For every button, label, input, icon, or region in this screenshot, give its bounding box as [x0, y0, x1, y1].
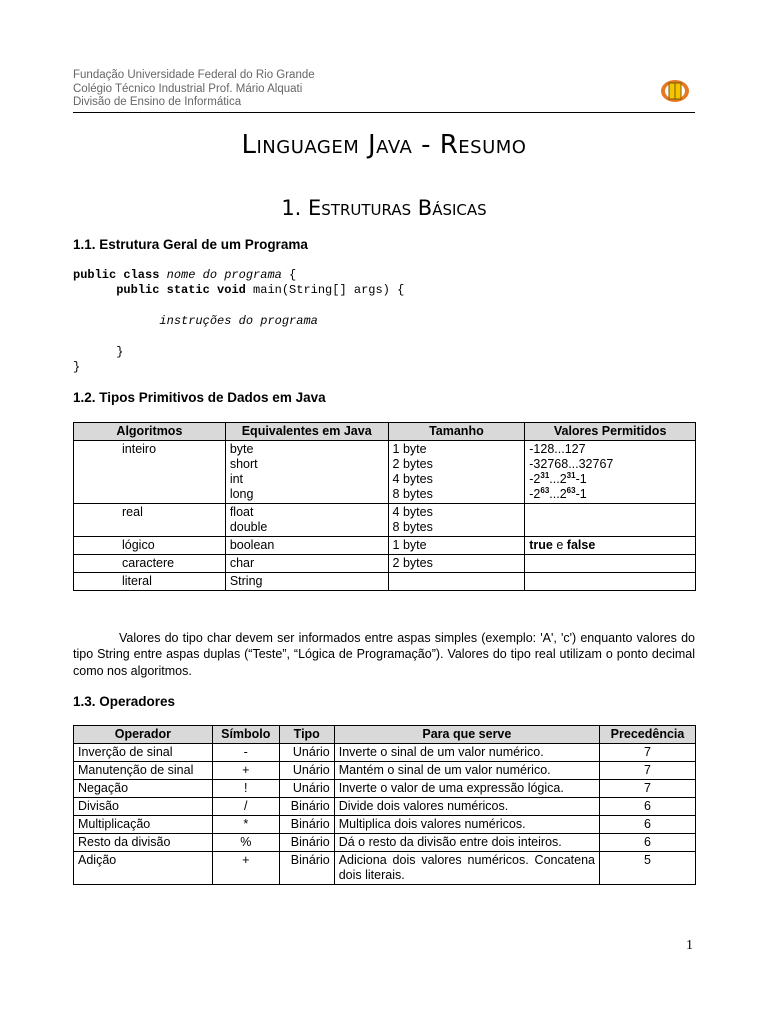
size-value: 4 bytes: [392, 472, 433, 486]
type-range: [525, 441, 696, 504]
type-algorithm: literal: [74, 573, 226, 591]
java-type: int: [229, 472, 244, 486]
column-header: Valores Permitidos: [525, 423, 696, 441]
subsection-1-3: 1.3. Operadores: [73, 694, 176, 709]
operator-precedence: 6: [600, 798, 696, 816]
operator-type: Unário: [279, 744, 334, 762]
column-header: Tamanho: [388, 423, 525, 441]
table-row: [74, 537, 696, 555]
operator-name: Manutenção de sinal: [74, 762, 213, 780]
code-brace: }: [73, 360, 81, 375]
operator-symbol: +: [212, 762, 279, 780]
type-java: [225, 504, 388, 537]
range-part: -1: [575, 487, 587, 501]
operator-symbol: -: [212, 744, 279, 762]
range-part: ...2: [549, 472, 567, 486]
type-size: [388, 573, 525, 591]
type-size: [388, 441, 525, 504]
operator-purpose: Mantém o sinal de um valor numérico.: [334, 762, 599, 780]
range-true: true: [529, 538, 553, 552]
range-false: false: [566, 538, 596, 552]
header-line-2: Colégio Técnico Industrial Prof. Mário Alquati: [73, 82, 303, 95]
range-value: -128...127: [529, 442, 586, 456]
code-program-name: nome do programa: [166, 268, 282, 282]
size-value: 2 bytes: [392, 457, 433, 471]
table-header-row: [74, 726, 696, 744]
operator-name: Adição: [74, 852, 213, 885]
operators-body: [74, 744, 696, 885]
code-block: [73, 268, 404, 376]
type-java: char: [225, 555, 388, 573]
table-row: [74, 555, 696, 573]
operator-type: Binário: [279, 816, 334, 834]
range-exp: 63: [566, 485, 576, 495]
operator-type: Binário: [279, 834, 334, 852]
column-header: Algoritmos: [74, 423, 226, 441]
type-algorithm: inteiro: [74, 441, 226, 504]
operator-precedence: 7: [600, 780, 696, 798]
java-type: double: [229, 520, 268, 534]
page-title: Linguagem Java - Resumo: [241, 130, 527, 160]
code-keyword: public static void: [116, 283, 246, 298]
type-size: 1 byte: [388, 537, 525, 555]
type-java: String: [225, 573, 388, 591]
range-exp: 31: [566, 470, 576, 480]
operator-symbol: /: [212, 798, 279, 816]
table-row: [74, 573, 696, 591]
type-size: [388, 504, 525, 537]
operator-precedence: 7: [600, 762, 696, 780]
operator-purpose: Adiciona dois valores numéricos. Concatena dois literais.: [334, 852, 599, 885]
body-paragraph: [73, 630, 695, 679]
java-type: float: [229, 505, 254, 519]
range-value: [529, 472, 691, 487]
column-header: Precedência: [600, 726, 696, 744]
operator-precedence: 5: [600, 852, 696, 885]
operator-purpose: Divide dois valores numéricos.: [334, 798, 599, 816]
type-algorithm: caractere: [74, 555, 226, 573]
paragraph-text: Valores do tipo char devem ser informados entre aspas simples (exemplo: 'A', 'c') enquanto valores do tipo String entre aspas duplas (“Teste”, “Lógica de Programação”). Valores do tipo real utilizam o ponto decimal como nos algoritmos.: [73, 631, 695, 678]
column-header: Equivalentes em Java: [225, 423, 388, 441]
subsection-1-1: 1.1. Estrutura Geral de um Programa: [73, 237, 308, 252]
operator-name: Multiplicação: [74, 816, 213, 834]
operator-symbol: +: [212, 852, 279, 885]
operator-type: Unário: [279, 762, 334, 780]
institution-logo-icon: [660, 78, 690, 104]
type-range: [525, 555, 696, 573]
range-and: e: [552, 538, 567, 552]
table-row: [74, 816, 696, 834]
table-row: [74, 744, 696, 762]
operator-type: Unário: [279, 780, 334, 798]
subsection-1-2: 1.2. Tipos Primitivos de Dados em Java: [73, 390, 326, 405]
range-exp: 63: [540, 485, 550, 495]
type-range: [525, 573, 696, 591]
operator-name: Divisão: [74, 798, 213, 816]
operator-purpose: Inverte o sinal de um valor numérico.: [334, 744, 599, 762]
header-line-3: Divisão de Ensino de Informática: [73, 96, 242, 108]
range-part: -2: [529, 487, 541, 501]
type-java: boolean: [225, 537, 388, 555]
code-keyword: public class: [73, 268, 167, 282]
type-java: [225, 441, 388, 504]
type-range: [525, 537, 696, 555]
range-part: -2: [529, 472, 541, 486]
column-header: Para que serve: [334, 726, 599, 744]
type-algorithm: lógico: [74, 537, 226, 555]
java-type: byte: [229, 442, 254, 456]
type-size: 2 bytes: [388, 555, 525, 573]
table-row: [74, 762, 696, 780]
operator-name: Negação: [74, 780, 213, 798]
page-number: 1: [686, 938, 693, 953]
table-header-row: [74, 423, 696, 441]
operator-name: Resto da divisão: [74, 834, 213, 852]
operators-table: [73, 725, 696, 885]
primitive-types-table: [73, 422, 696, 591]
java-type: short: [229, 457, 258, 471]
operator-symbol: !: [212, 780, 279, 798]
range-value: [529, 487, 691, 502]
code-instructions: instruções do programa: [159, 314, 318, 329]
column-header: Operador: [74, 726, 213, 744]
size-value: 1 byte: [392, 442, 427, 456]
operator-symbol: %: [212, 834, 279, 852]
operator-precedence: 7: [600, 744, 696, 762]
column-header: Tipo: [279, 726, 334, 744]
column-header: Símbolo: [212, 726, 279, 744]
code-text: main(String[] args) {: [245, 283, 405, 298]
size-value: 8 bytes: [392, 520, 433, 534]
table-row: [74, 798, 696, 816]
operator-name: Inverção de sinal: [74, 744, 213, 762]
range-value: -32768...32767: [529, 457, 614, 471]
range-exp: 31: [540, 470, 550, 480]
size-value: 8 bytes: [392, 487, 433, 501]
table-row: [74, 834, 696, 852]
size-value: 4 bytes: [392, 505, 433, 519]
type-algorithm: real: [74, 504, 226, 537]
table-row: [74, 504, 696, 537]
operator-type: Binário: [279, 798, 334, 816]
operator-purpose: Inverte o valor de uma expressão lógica.: [334, 780, 599, 798]
header-line-1: Fundação Universidade Federal do Rio Grande: [73, 69, 315, 81]
java-type: long: [229, 487, 254, 501]
section-title: 1. Estruturas Básicas: [281, 196, 487, 220]
header-rule: [73, 112, 695, 113]
table-row: [74, 441, 696, 504]
code-brace: }: [116, 345, 124, 360]
table-row: [74, 852, 696, 885]
operator-purpose: Dá o resto da divisão entre dois inteiros.: [334, 834, 599, 852]
type-range: [525, 504, 696, 537]
operator-purpose: Multiplica dois valores numéricos.: [334, 816, 599, 834]
code-text: {: [281, 268, 297, 282]
operator-precedence: 6: [600, 816, 696, 834]
operator-type: Binário: [279, 852, 334, 885]
range-part: ...2: [549, 487, 567, 501]
institution-header: [73, 69, 315, 110]
operator-symbol: *: [212, 816, 279, 834]
range-part: -1: [575, 472, 587, 486]
table-row: [74, 780, 696, 798]
operator-precedence: 6: [600, 834, 696, 852]
